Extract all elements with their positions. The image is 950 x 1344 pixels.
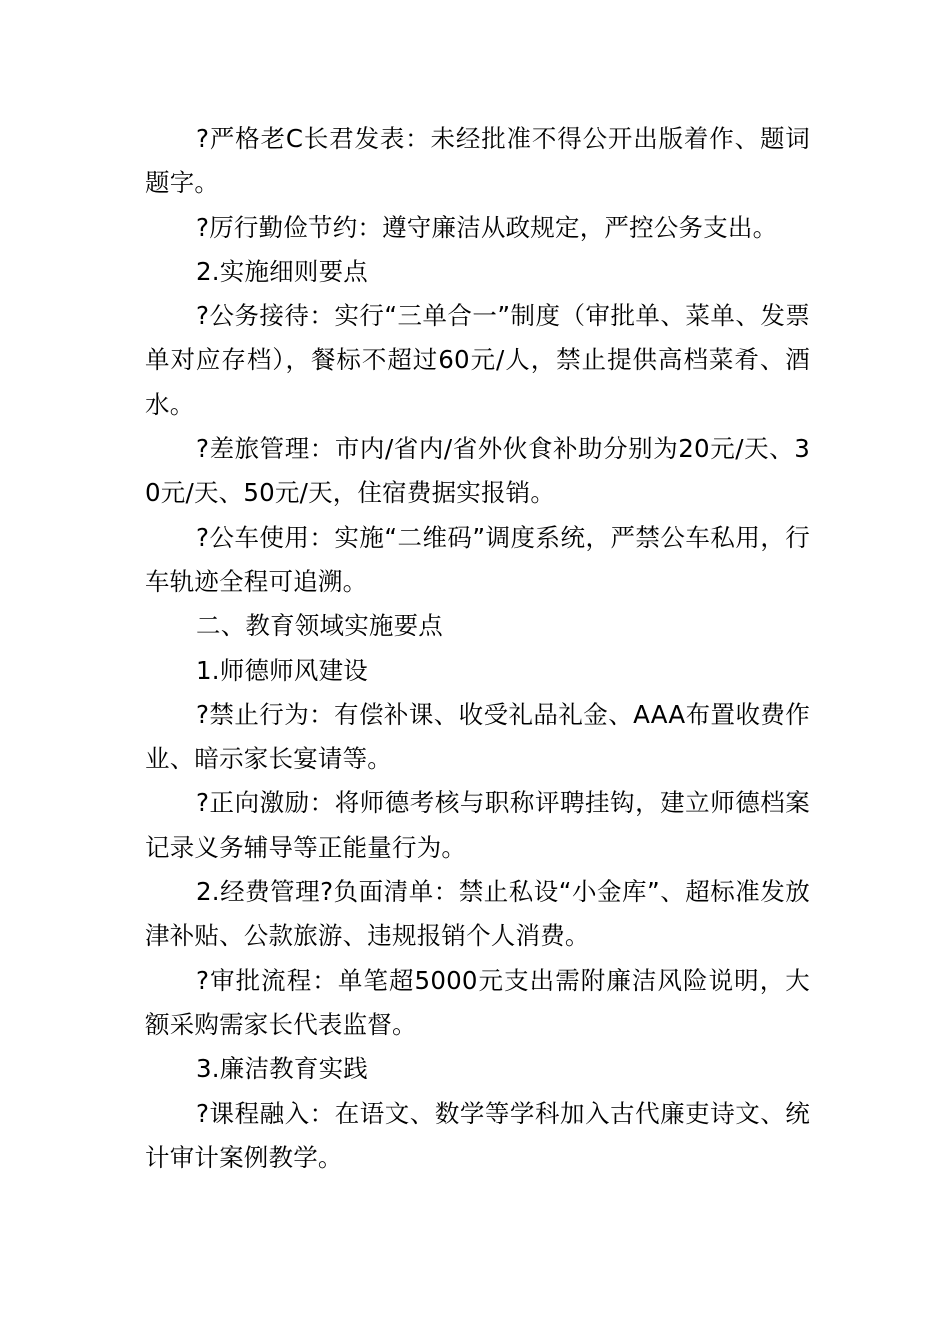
paragraph-travel-management: ?差旅管理：市内/省内/省外伙食补助分别为20元/天、30元/天、50元/天，住宿费据实报销。 bbox=[145, 434, 810, 508]
paragraph-curriculum-integration: ?课程融入：在语文、数学等学科加入古代廉吏诗文、统计审计案例教学。 bbox=[145, 1098, 810, 1172]
subsection-heading-integrity-education: 3.廉洁教育实践 bbox=[196, 1054, 368, 1084]
paragraph-approval-process: ?审批流程：单笔超5000元支出需附廉洁风险说明，大额采购需家长代表监督。 bbox=[145, 965, 810, 1039]
section-heading-education-field: 二、教育领域实施要点 bbox=[196, 611, 443, 641]
subsection-heading-teacher-ethics: 1.师德师风建设 bbox=[196, 655, 368, 685]
paragraph-funds-negative-list: 2.经费管理?负面清单：禁止私设“小金库”、超标准发放津补贴、公款旅游、违规报销个人消费。 bbox=[145, 877, 810, 951]
paragraph-positive-incentives: ?正向激励：将师德考核与职称评聘挂钩，建立师德档案记录义务辅导等正能量行为。 bbox=[145, 788, 810, 862]
paragraph-prohibited-behaviors: ?禁止行为：有偿补课、收受礼品礼金、AAA布置收费作业、暗示家长宴请等。 bbox=[145, 699, 810, 774]
document-page bbox=[145, 117, 810, 1180]
section-heading-implementation-details: 2.实施细则要点 bbox=[196, 256, 368, 286]
paragraph-official-reception: ?公务接待：实行“三单合一”制度（审批单、菜单、发票单对应存档），餐标不超过60元/人，禁止提供高档菜肴、酒水。 bbox=[145, 301, 810, 419]
paragraph-publication-rule: ?严格老C长君发表：未经批准不得公开出版着作、题词题字。 bbox=[145, 124, 810, 198]
paragraph-official-vehicle: ?公车使用：实施“二维码”调度系统，严禁公车私用，行车轨迹全程可追溯。 bbox=[145, 522, 810, 596]
paragraph-frugality-rule: ?厉行勤俭节约：遵守廉洁从政规定，严控公务支出。 bbox=[196, 212, 778, 242]
